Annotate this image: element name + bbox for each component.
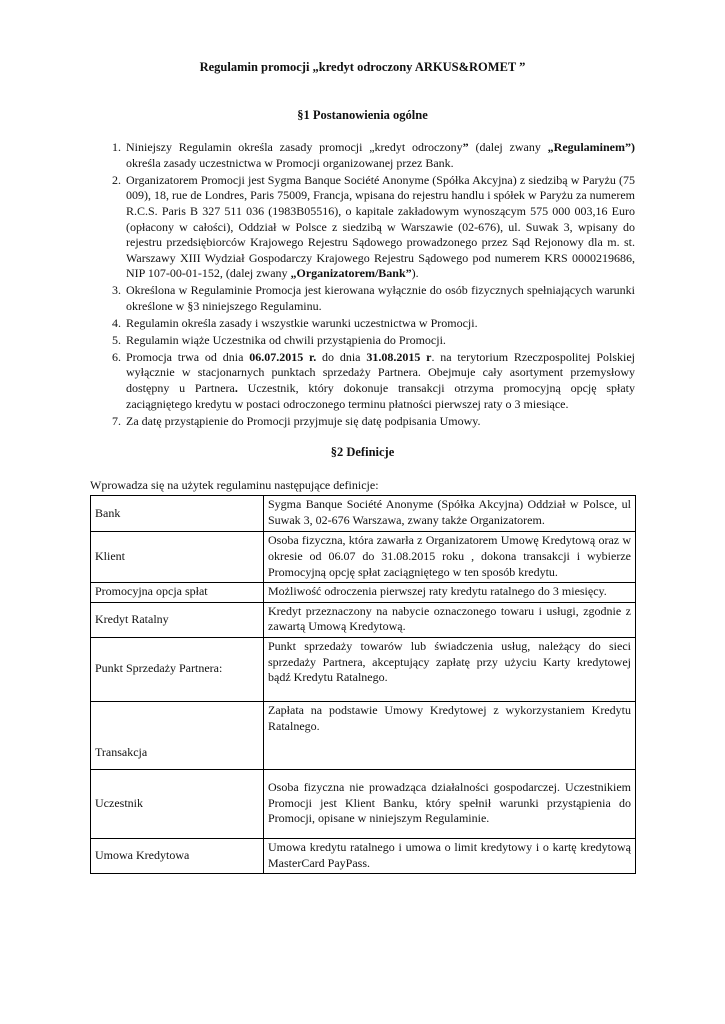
text-run: . na terytorium Rzeczpospolitej Polskiej wyłącznie w stacjonarnych punktach sprzedaży Partnera. Obejmuje cały asortyment przemysłowy dostępny u Partnera bbox=[126, 349, 635, 396]
bold-text: „Regulaminem”) bbox=[547, 140, 635, 155]
definition-term: Bank bbox=[91, 496, 264, 532]
definitions-table bbox=[90, 495, 636, 874]
bold-text: „Organizatorem/Bank” bbox=[290, 266, 412, 281]
definition-row bbox=[91, 769, 636, 838]
section-1-heading: §1 Postanowienia ogólne bbox=[297, 107, 428, 122]
text-run: do dnia bbox=[316, 349, 367, 364]
clause-7 bbox=[124, 414, 635, 430]
clause-6 bbox=[124, 350, 635, 412]
clause-text bbox=[126, 414, 480, 428]
text-run: określa zasady uczestnictwa w Promocji organizowanej przez Bank. bbox=[126, 155, 454, 170]
section-2-heading: §2 Definicje bbox=[330, 445, 395, 460]
text-run: Niniejszy Regulamin określa zasady promocji „kredyt odroczony bbox=[126, 140, 463, 155]
definition-text: Osoba fizyczna nie prowadząca działalności gospodarczej. Uczestnikiem Promocji jest Klient Banku, który spełnił warunki przystąpienia do Promocji, opisane w niniejszym Regulaminie. bbox=[264, 769, 636, 838]
definition-text: Sygma Banque Société Anonyme (Spółka Akcyjna) Oddział w Polsce, ul Suwak 3, 02-676 Warszawa, zwany także Organizatorem. bbox=[264, 496, 636, 532]
clause-3 bbox=[124, 283, 635, 314]
definition-text: Umowa kredytu ratalnego i umowa o limit kredytowy i o kartę kredytową MasterCard PayPass. bbox=[264, 838, 636, 873]
definition-text: Osoba fizyczna, która zawarła z Organizatorem Umowę Kredytową oraz w okresie od 06.07 do 31.08.2015 roku , dokona transakcji i wybierze Promocyjną opcję spłat zaciągniętego w ten sposób kredytu. bbox=[264, 532, 636, 583]
definition-row bbox=[91, 496, 636, 532]
text-run: Określona w Regulaminie Promocja jest kierowana wyłącznie do osób fizycznych spełniających warunki określone w §3 niniejszego Regulaminu. bbox=[126, 283, 635, 313]
clause-text bbox=[126, 283, 635, 313]
section-1-clauses bbox=[90, 140, 635, 429]
definition-term: Klient bbox=[91, 532, 264, 583]
definition-term: Kredyt Ratalny bbox=[91, 602, 264, 637]
text-run: ). bbox=[411, 266, 419, 281]
bold-text: 06.07.2015 r. bbox=[249, 349, 317, 364]
text-run: (dalej zwany bbox=[468, 140, 548, 155]
definition-term: Umowa Kredytowa bbox=[91, 838, 264, 873]
definition-text: Zapłata na podstawie Umowy Kredytowej z wykorzystaniem Kredytu Ratalnego. bbox=[264, 701, 636, 769]
text-run: Uczestnik, który dokonuje transakcji otrzyma promocyjną opcję spłaty zaciągniętego kredytu w postaci odroczonego terminu płatności pierwszej raty o 3 miesiące. bbox=[126, 381, 636, 411]
definition-term: Promocyjna opcja spłat bbox=[91, 583, 264, 603]
definition-term: Uczestnik bbox=[91, 769, 264, 838]
document-title: Regulamin promocji „kredyt odroczony ARKUS&ROMET ” bbox=[199, 60, 526, 74]
definition-term: Transakcja bbox=[91, 701, 264, 769]
definition-row bbox=[91, 602, 636, 637]
bold-text: ” bbox=[462, 140, 469, 155]
clause-4 bbox=[124, 316, 635, 332]
bold-text: . bbox=[234, 381, 238, 396]
text-run: Organizatorem Promocji jest Sygma Banque Société Anonyme (Spółka Akcyjna) z siedzibą w Paryżu (75 009), 18, rue de Londres, Paris 75009, Francja, wpisana do rejestru handlu i spółek w Paryżu za numerem R.C.S. Paris B 327 511 036 (1983B05516), o kapitale zakładowym wynoszącym 575 000 003,16 Euro (opłacony w całości), Oddział w Polsce z siedzibą w Warszawie (02-676), ul. Suwak 3, wpisany do rejestru przedsiębiorców Krajowego Rejestru Sądowego prowadzonego przez Sąd Rejonowy dla m. st. Warszawy XIII Wydział Gospodarczy Krajowego Rejestru Sądowego pod numerem KRS 0000219686, NIP 107-00-01-152, (dalej zwany bbox=[126, 172, 635, 281]
definition-term: Punkt Sprzedaży Partnera: bbox=[91, 637, 264, 701]
definitions-intro: Wprowadza się na użytek regulaminu następujące definicje: bbox=[90, 477, 379, 492]
text-run: Regulamin określa zasady i wszystkie warunki uczestnictwa w Promocji. bbox=[126, 315, 478, 330]
definition-text: Możliwość odroczenia pierwszej raty kredytu ratalnego do 3 miesięcy. bbox=[264, 583, 636, 603]
clause-text bbox=[126, 140, 635, 170]
bold-text: 31.08.2015 r bbox=[366, 349, 432, 364]
definition-text: Punkt sprzedaży towarów lub świadczenia usług, należący do sieci sprzedaży Partnera, akceptujący zapłatę przy użyciu Karty kredytowej bądź Kredytu Ratalnego. bbox=[264, 637, 636, 701]
clause-text bbox=[126, 350, 635, 411]
clause-2 bbox=[124, 173, 635, 282]
clause-text bbox=[126, 333, 446, 347]
definition-row bbox=[91, 637, 636, 701]
clause-5 bbox=[124, 333, 635, 349]
text-run: Za datę przystąpienie do Promocji przyjmuje się datę podpisania Umowy. bbox=[126, 413, 481, 428]
text-run: Regulamin wiąże Uczestnika od chwili przystąpienia do Promocji. bbox=[126, 332, 446, 347]
text-run: Promocja trwa od dnia bbox=[126, 349, 250, 364]
definition-row bbox=[91, 838, 636, 873]
definition-row bbox=[91, 532, 636, 583]
clause-1 bbox=[124, 140, 635, 171]
clause-text bbox=[126, 316, 478, 330]
definition-row bbox=[91, 701, 636, 769]
definition-text: Kredyt przeznaczony na nabycie oznaczonego towaru i usługi, zgodnie z zawartą Umową Kredytową. bbox=[264, 602, 636, 637]
clause-text bbox=[126, 173, 635, 281]
definition-row bbox=[91, 583, 636, 603]
